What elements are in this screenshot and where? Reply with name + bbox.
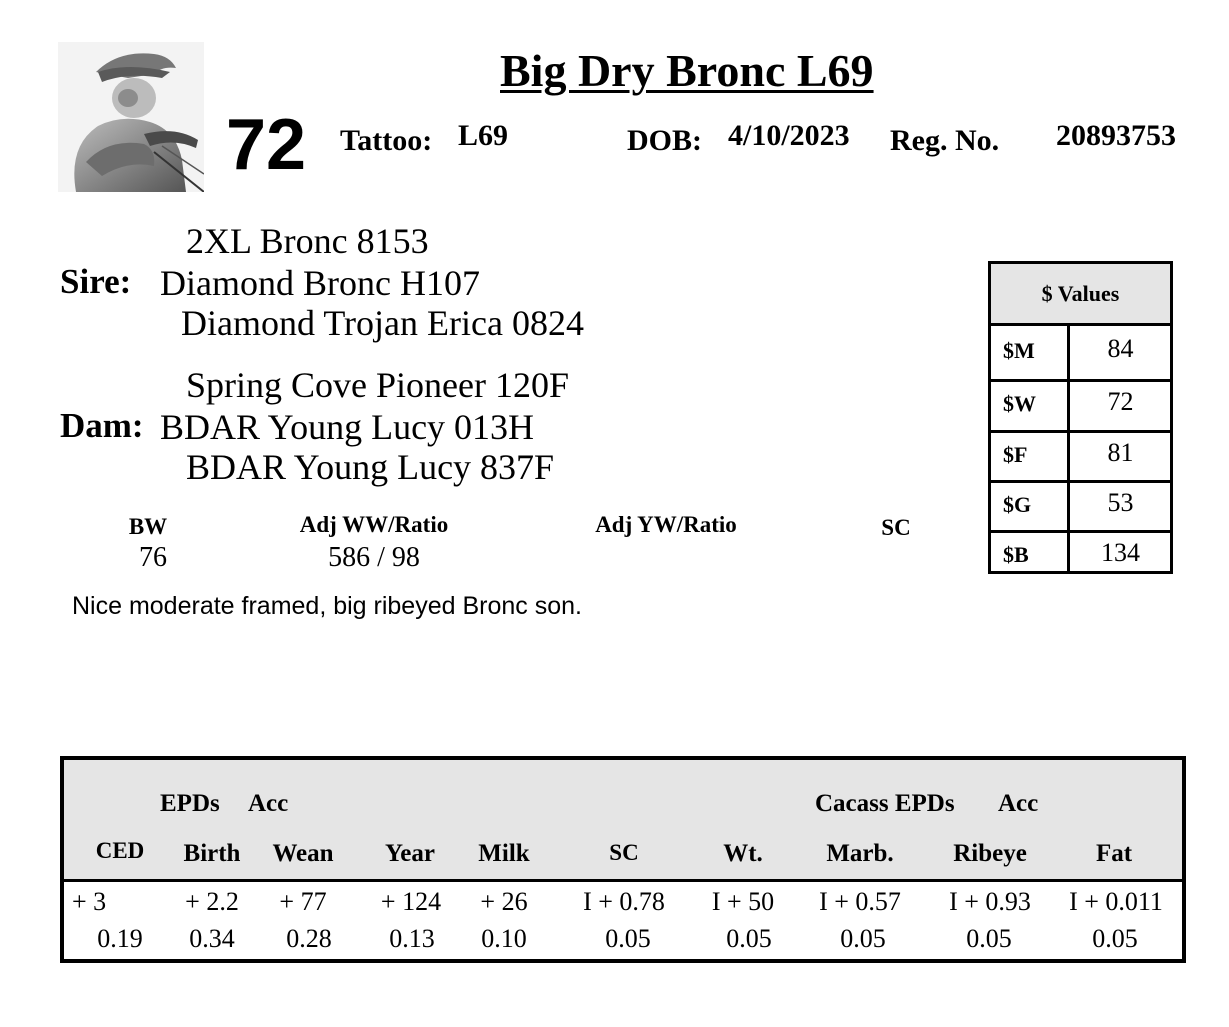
- epd-value-birth: + 2.2: [185, 887, 239, 916]
- dollar-value-label: $W: [1003, 391, 1036, 416]
- dam-label: Dam:: [60, 406, 144, 445]
- epd-value-ribeye: I + 0.93: [949, 887, 1031, 916]
- epd-value-milk: + 26: [480, 887, 528, 916]
- reg-label: Reg. No.: [890, 124, 1000, 157]
- dollar-value-row: [991, 530, 1170, 580]
- epd-col-milk: Milk: [478, 840, 530, 867]
- sire-sire: 2XL Bronc 8153: [186, 221, 429, 261]
- dollar-value-number: 134: [1101, 538, 1140, 567]
- epd-value-year: + 124: [380, 887, 442, 916]
- dollar-value-number: 81: [1107, 438, 1134, 467]
- dollar-value-label: $F: [1003, 442, 1028, 467]
- acc-value-milk: 0.10: [481, 924, 527, 953]
- sire-dam: Diamond Trojan Erica 0824: [181, 303, 584, 343]
- epd-col-year: Year: [385, 840, 435, 867]
- epd-group-label: EPDs: [160, 790, 220, 817]
- dollar-value-number: 53: [1107, 488, 1134, 517]
- epd-table: [60, 756, 1186, 963]
- dob-value: 4/10/2023: [728, 119, 850, 152]
- page-title: Big Dry Bronc L69: [500, 45, 874, 96]
- bw-label: BW: [128, 514, 168, 539]
- adj-ww-label: Adj WW/Ratio: [299, 512, 449, 537]
- sc-label: SC: [881, 515, 911, 540]
- dollar-value-row: [991, 480, 1170, 530]
- lot-number: 72: [226, 105, 307, 185]
- dollar-value-row: [991, 430, 1170, 480]
- cowboy-logo-icon: [58, 42, 204, 192]
- dollar-values-title: $ Values: [991, 264, 1170, 326]
- dollar-value-row: [991, 379, 1170, 429]
- epd-value-wean: + 77: [279, 887, 327, 916]
- dollar-value-label: $M: [1003, 338, 1035, 363]
- epd-col-ced: CED: [95, 838, 145, 863]
- acc-value-wt: 0.05: [726, 924, 772, 953]
- bw-value: 76: [139, 542, 167, 573]
- dam-sire: Spring Cove Pioneer 120F: [186, 365, 569, 405]
- epd-value-fat: I + 0.011: [1069, 887, 1163, 916]
- sire-label: Sire:: [60, 262, 132, 301]
- epd-col-marb: Marb.: [826, 840, 894, 867]
- tattoo-value: L69: [458, 119, 509, 152]
- dob-label: DOB:: [627, 124, 702, 157]
- dam-dam: BDAR Young Lucy 837F: [186, 447, 555, 487]
- epd-value-wt: I + 50: [711, 887, 775, 916]
- epd-col-birth: Birth: [183, 840, 241, 867]
- epd-col-wt: Wt.: [723, 840, 763, 867]
- epd-value-ced: + 3: [72, 887, 107, 916]
- adj-yw-label: Adj YW/Ratio: [595, 512, 737, 537]
- epd-col-ribeye: Ribeye: [953, 840, 1027, 867]
- adj-ww-value: 586 / 98: [328, 542, 420, 573]
- acc-value-wean: 0.28: [286, 924, 332, 953]
- carcass-epd-group-label: Cacass EPDs: [815, 790, 955, 817]
- acc-value-ced: 0.19: [97, 924, 143, 953]
- dollar-value-number: 72: [1107, 387, 1134, 416]
- dollar-value-label: $G: [1003, 492, 1032, 517]
- dam-name: BDAR Young Lucy 013H: [160, 407, 535, 447]
- dollar-value-number: 84: [1107, 334, 1134, 363]
- comment-text: Nice moderate framed, big ribeyed Bronc son.: [72, 592, 582, 620]
- dollar-value-label: $B: [1003, 542, 1029, 567]
- epd-col-sc: SC: [609, 840, 639, 865]
- epd-value-marb: I + 0.57: [819, 887, 901, 916]
- acc-value-birth: 0.34: [189, 924, 235, 953]
- acc-value-ribeye: 0.05: [966, 924, 1012, 953]
- dollar-value-row: [991, 326, 1170, 376]
- acc-value-fat: 0.05: [1092, 924, 1138, 953]
- epd-value-sc: I + 0.78: [583, 887, 665, 916]
- acc-value-marb: 0.05: [840, 924, 886, 953]
- epd-col-fat: Fat: [1095, 840, 1133, 867]
- epd-header-divider: [64, 879, 1182, 882]
- epd-col-wean: Wean: [272, 840, 334, 867]
- carcass-acc-label: Acc: [998, 790, 1039, 817]
- sire-name: Diamond Bronc H107: [160, 263, 480, 303]
- tattoo-label: Tattoo:: [340, 124, 433, 157]
- dollar-values-table: [988, 261, 1173, 574]
- epd-acc-label: Acc: [248, 790, 289, 817]
- acc-value-sc: 0.05: [605, 924, 651, 953]
- reg-number: 20893753: [1056, 119, 1176, 152]
- acc-value-year: 0.13: [389, 924, 435, 953]
